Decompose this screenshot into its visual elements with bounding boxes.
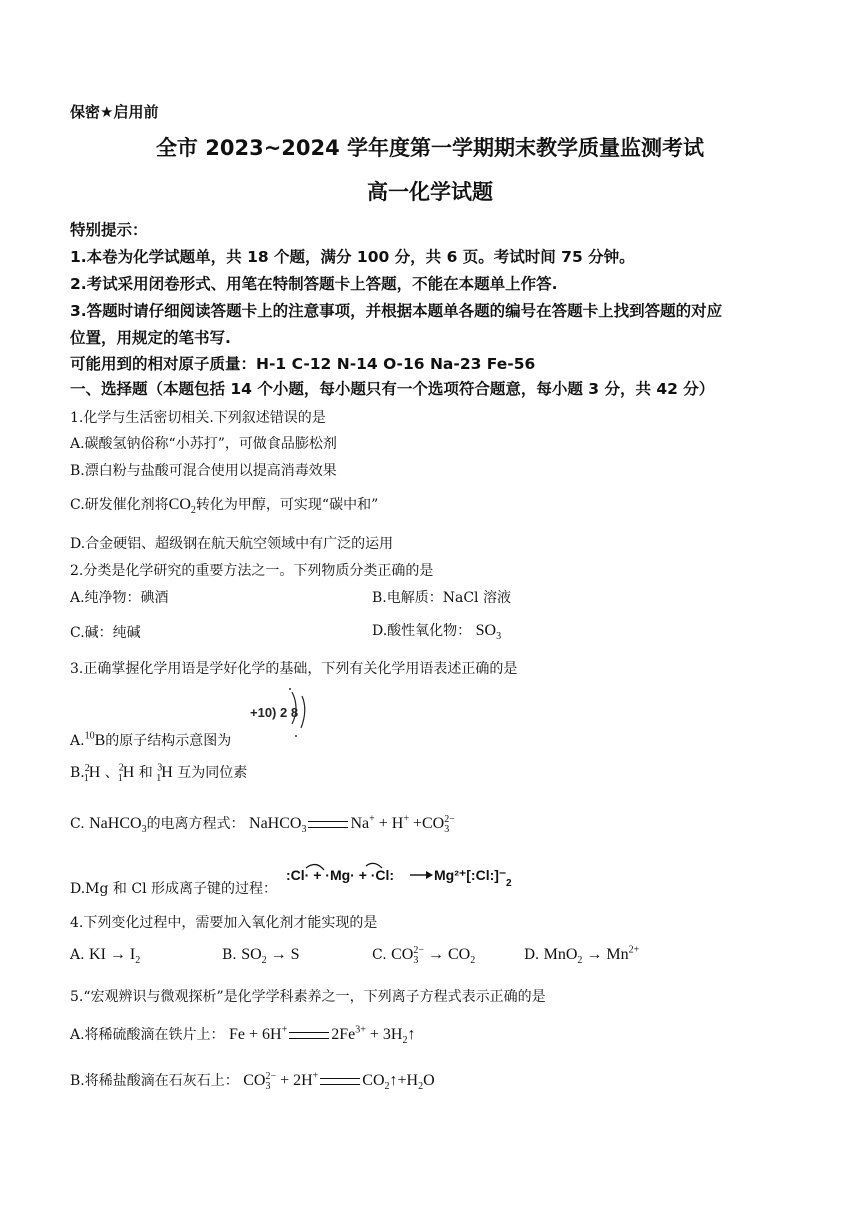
q1-option-c: C.研发催化剂将$CO_2$转化为甲醇，可实现“碳中和”: [70, 496, 379, 517]
notice-heading: 特别提示：: [70, 221, 148, 239]
svg-text:2: 2: [506, 878, 512, 889]
ionic-bond-diagram: [282, 858, 514, 892]
svg-text::Cl· + ·Mg· + ·Cl:: :Cl· + ·Mg· + ·Cl:: [286, 867, 395, 883]
q1-option-d: D.合金硬铝、超级钢在航天航空领域中有广泛的运用: [70, 536, 394, 552]
q3-option-a: A.$^{10}$B的原子结构示意图为: [70, 730, 232, 749]
notice-item-1: 1.本卷为化学试题单，共 18 个题，满分 100 分，共 6 页。考试时间 75 分钟。: [70, 248, 635, 266]
q4-option-b: B. $SO_2 \to S$: [222, 946, 300, 967]
notice-item-3: 3.答题时请仔细阅读答题卡上的注意事项，并根据本题单各题的编号在答题卡上找到答题的对应: [70, 302, 723, 320]
q1-option-a: A.碳酸氢钠俗称“小苏打”，可做食品膨松剂: [70, 436, 337, 452]
q5-option-b: B.将稀盐酸滴在石灰石上： $CO_3^{2-} + 2H^+$ $CO_2↑+H_2O$: [70, 1070, 435, 1093]
q4-option-c: C. $CO_3^{2-} \to CO_2$: [372, 944, 476, 967]
q4-option-d: D. $MnO_2 \to Mn^{2+}$: [524, 944, 640, 967]
secret-label: 保密★启用前: [70, 103, 159, 121]
q3-option-c: C. NaHCO$_3$的电离方程式： NaHCO$_3$ $Na^+ + H^+ +CO_3^{2-}$: [70, 813, 455, 836]
q3-stem: 3.正确掌握化学用语是学好化学的基础，下列有关化学用语表述正确的是: [70, 661, 518, 677]
q2-option-d: D.酸性氧化物： $SO_3$: [372, 622, 502, 643]
q2-option-a: A.纯净物：碘酒: [70, 590, 169, 606]
q5-stem: 5.“宏观辨识与微观探析”是化学学科素养之一，下列离子方程式表示正确的是: [70, 989, 546, 1005]
q4-stem: 4.下列变化过程中，需要加入氧化剂才能实现的是: [70, 915, 378, 931]
q2-option-c: C.碱：纯碱: [70, 625, 141, 641]
q4-option-a: A. KI → $I_2$: [70, 946, 141, 967]
atomic-structure-diagram: [248, 688, 312, 738]
q2-option-b: B.电解质：NaCl 溶液: [372, 590, 511, 606]
exam-subtitle: 高一化学试题: [367, 180, 493, 204]
diagram-label: +10) 2 8: [250, 705, 299, 720]
notice-item-3-cont: 位置，用规定的笔书写.: [70, 329, 231, 347]
q1-stem: 1.化学与生活密切相关.下列叙述错误的是: [70, 410, 326, 426]
exam-title: 全市 2023~2024 学年度第一学期期末教学质量监测考试: [155, 136, 705, 160]
q5-option-a: A.将稀硫酸滴在铁片上： Fe + 6H+ $2Fe^{3+}$ + $3H_2↑$: [70, 1024, 416, 1047]
section-1-heading: 一、选择题（本题包括 14 个小题，每小题只有一个选项符合题意，每小题 3 分，共 42 分）: [70, 380, 715, 398]
q3-option-b: B.$^2_1$H 、$^2_1$H 和 $^3_1$H 互为同位素: [70, 762, 248, 785]
notice-item-2: 2.考试采用闭卷形式、用笔在特制答题卡上答题，不能在本题单上作答.: [70, 275, 558, 293]
atomic-masses: 可能用到的相对原子质量：H-1 C-12 N-14 O-16 Na-23 Fe-56: [70, 355, 536, 373]
q2-stem: 2.分类是化学研究的重要方法之一。下列物质分类正确的是: [70, 563, 434, 579]
q3-option-d: D.Mg 和 Cl 形成离子键的过程：: [70, 881, 278, 897]
q1-option-b: B.漂白粉与盐酸可混合使用以提高消毒效果: [70, 463, 337, 479]
svg-text:Mg²⁺[:Cl:]⁻: Mg²⁺[:Cl:]⁻: [434, 867, 507, 883]
